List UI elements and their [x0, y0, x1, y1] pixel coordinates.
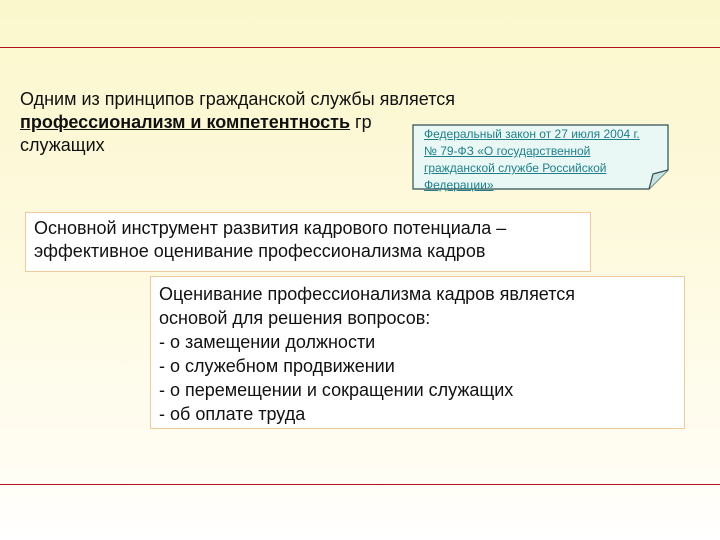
principle-line-1: Одним из принципов гражданской службы является [20, 89, 455, 109]
box1-line: Основной инструмент развития кадрового потенциала – [34, 218, 507, 238]
box2-list-item: - о замещении должности [159, 332, 376, 352]
law-reference-note[interactable] [412, 124, 670, 190]
box2-list-item: - о служебном продвижении [159, 356, 395, 376]
note-line[interactable]: гражданской службе Российской [424, 161, 607, 175]
box2-line: Оценивание профессионализма кадров является [159, 284, 576, 304]
principle-bold-phrase: профессионализм и компетентность [20, 112, 351, 132]
top-divider [0, 47, 720, 48]
note-line[interactable]: № 79-ФЗ «О государственной [424, 144, 591, 158]
note-line[interactable]: Федерации» [424, 178, 494, 192]
box2-line: основой для решения вопросов: [159, 308, 431, 328]
principle-line-3: служащих [20, 135, 105, 155]
box2-list-item: - об оплате труда [159, 404, 306, 424]
principle-tail: гр [350, 112, 372, 132]
note-text[interactable] [424, 126, 666, 194]
key-instrument-box [25, 212, 591, 272]
bottom-divider [0, 484, 720, 485]
box1-line: эффективное оценивание профессионализма кадров [34, 241, 486, 261]
assessment-box [150, 276, 685, 429]
note-line[interactable]: Федеральный закон от 27 июля 2004 г. [424, 127, 640, 141]
box2-list-item: - о перемещении и сокращении служащих [159, 380, 514, 400]
